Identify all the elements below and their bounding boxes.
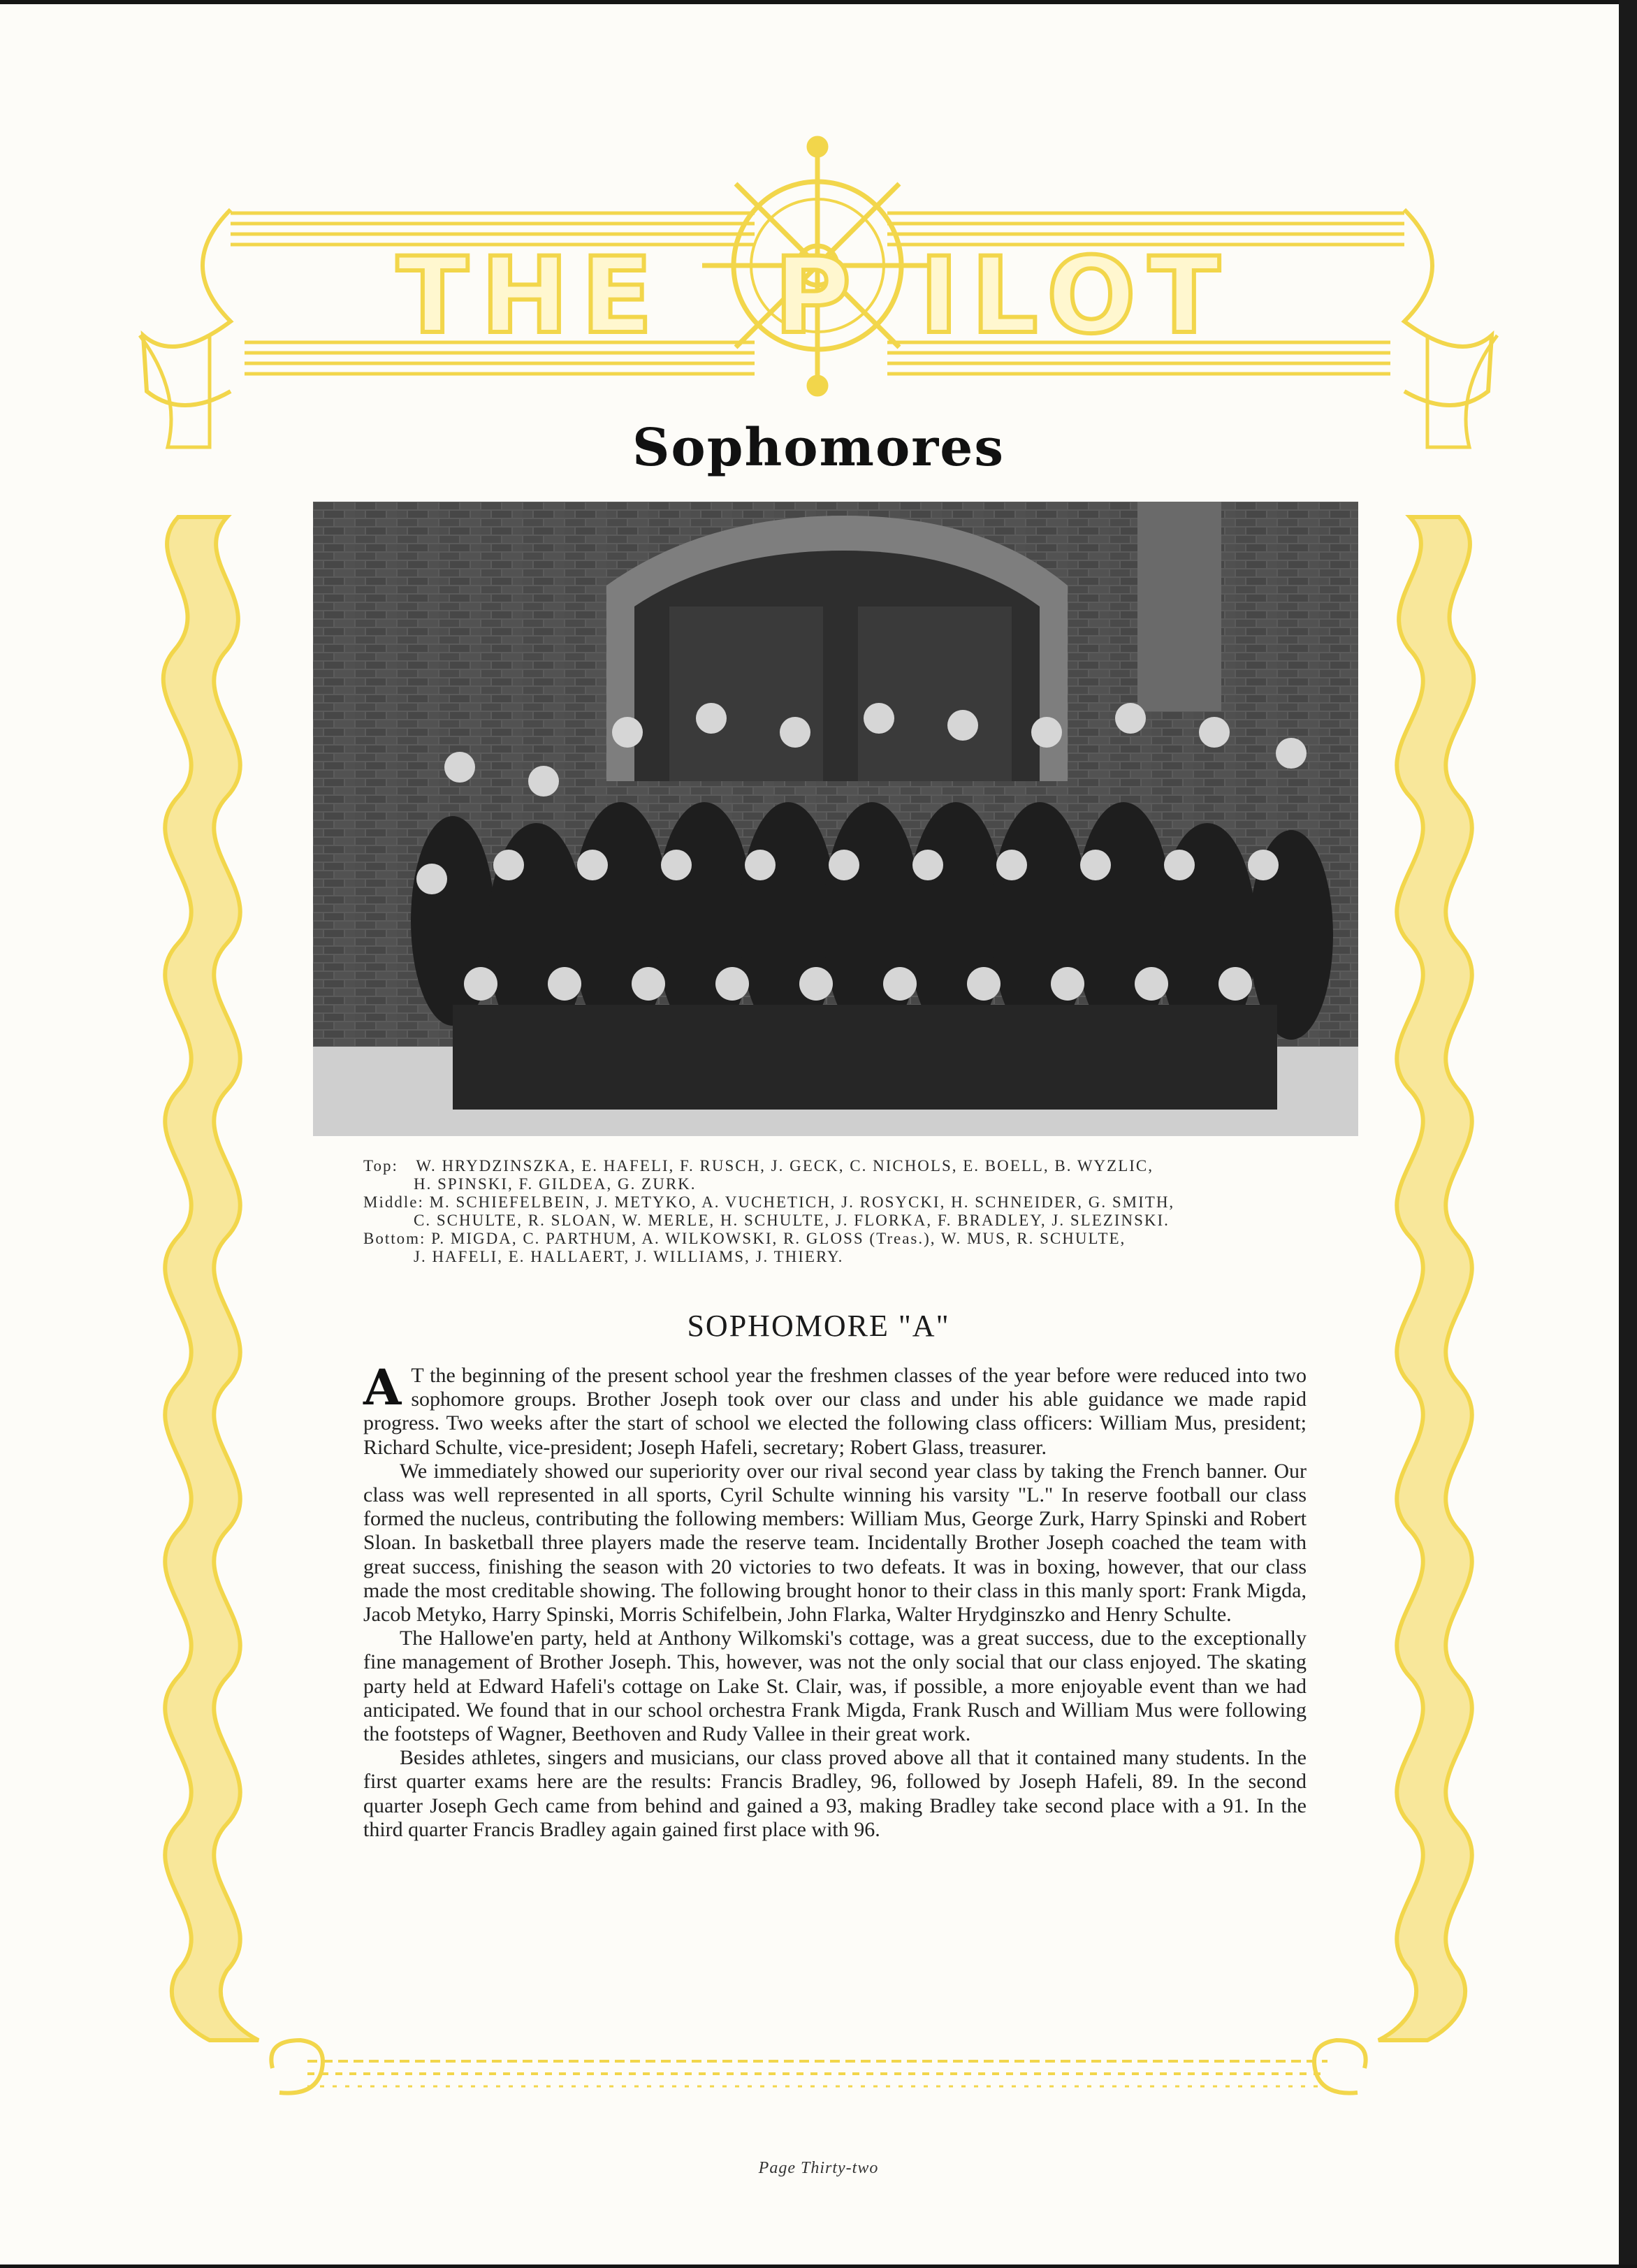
caption-bottom-label: Bottom: <box>363 1230 426 1247</box>
caption-top-names-1: W. HRYDZINSZKA, E. HAFELI, F. RUSCH, J. GECK, C. NICHOLS, E. BOELL, B. WYZLIC, <box>416 1157 1154 1175</box>
drop-cap: A <box>363 1358 402 1416</box>
masthead-logo <box>397 235 1232 357</box>
class-photo <box>313 502 1358 1136</box>
caption-middle-names-1: M. SCHIEFELBEIN, J. METYKO, A. VUCHETICH, J. ROSYCKI, H. SCHNEIDER, G. SMITH, <box>429 1193 1175 1211</box>
caption-middle-label: Middle: <box>363 1193 424 1211</box>
article-paragraph-4: Besides athletes, singers and musicians, our class proved above all that it contained many students. In the first quarter exams here are the results: Francis Bradley, 96, followed by Joseph Hafeli, 89. In the second quarter Joseph Gech came from behind and gained a 93, making Bradley take second place with a 91. In the third quarter Francis Bradley again gained first place with 96. <box>363 1746 1307 1841</box>
bottom-scroll-ornament <box>271 2040 1365 2093</box>
article-paragraph-1 <box>363 1358 1307 1460</box>
caption-middle-row <box>363 1193 1355 1212</box>
article-headline: SOPHOMORE "A" <box>687 1309 950 1343</box>
right-ornament-column <box>1378 517 1474 2040</box>
caption-bottom-row <box>363 1230 1355 1248</box>
caption-top-row <box>363 1157 1355 1175</box>
caption-top-names-2: H. SPINSKI, F. GILDEA, G. ZURK. <box>414 1175 697 1193</box>
photo-caption <box>363 1157 1355 1266</box>
svg-text:P: P <box>774 235 864 357</box>
caption-middle-names-2: C. SCHULTE, R. SLOAN, W. MERLE, H. SCHULTE, J. FLORKA, F. BRADLEY, J. SLEZINSKI. <box>414 1212 1170 1229</box>
article-paragraph-3: The Hallowe'en party, held at Anthony Wilkomski's cottage, was a great success, due to the exceptionally fine management of Brother Joseph. This, however, was not the only social that our class enjoyed. The skating party held at Edward Hafeli's cottage on Lake St. Clair, was, if possible, a more enjoyable event than we had anticipated. We found that in our school orchestra Frank Migda, Frank Rusch and William Mus were following the footsteps of Wagner, Beethoven and Rudy Vallee in their great work. <box>363 1627 1307 1746</box>
caption-top-label: Top: <box>363 1157 398 1175</box>
article-paragraph-1-text: T the beginning of the present school year the freshmen classes of the year before were reduced into two sophomore groups. Brother Joseph took over our class and under his able guidance we made rapid progress. Two weeks after the start of school we elected the following class officers: William Mus, president; Richard Schulte, vice-president; Joseph Hafeli, secretary; Robert Glass, treasurer. <box>363 1364 1307 1459</box>
article-paragraph-2: We immediately showed our superiority over our rival second year class by taking the French banner. Our class was well represented in all sports, Cyril Schulte winning his varsity "L." In reserve football our class formed the nucleus, contributing the following members: William Mus, George Zurk, Harry Spinski and Robert Sloan. In basketball three players made the reserve team. Incidentally Brother Joseph coached the team with great success, finishing the season with 20 victories to two defeats. It was in boxing, however, that our class made the most creditable showing. The following brought honor to their class in this manly sport: Frank Migda, Jacob Metyko, Harry Spinski, Morris Schifelbein, John Flarka, Walter Hrydginszko and Henry Schulte. <box>363 1459 1307 1627</box>
left-ornament-column <box>163 517 259 2040</box>
svg-text:THE: THE <box>396 235 666 357</box>
caption-bottom-names-1: P. MIGDA, C. PARTHUM, A. WILKOWSKI, R. GLOSS (Treas.), W. MUS, R. SCHULTE, <box>431 1230 1126 1247</box>
svg-text:ILOT: ILOT <box>919 235 1232 357</box>
page-number: Page Thirty-two <box>758 2159 879 2177</box>
caption-bottom-names-2: J. HAFELI, E. HALLAERT, J. WILLIAMS, J. THIERY. <box>414 1248 844 1265</box>
article-body <box>363 1358 1307 1842</box>
section-title: Sophomores <box>632 418 1005 478</box>
